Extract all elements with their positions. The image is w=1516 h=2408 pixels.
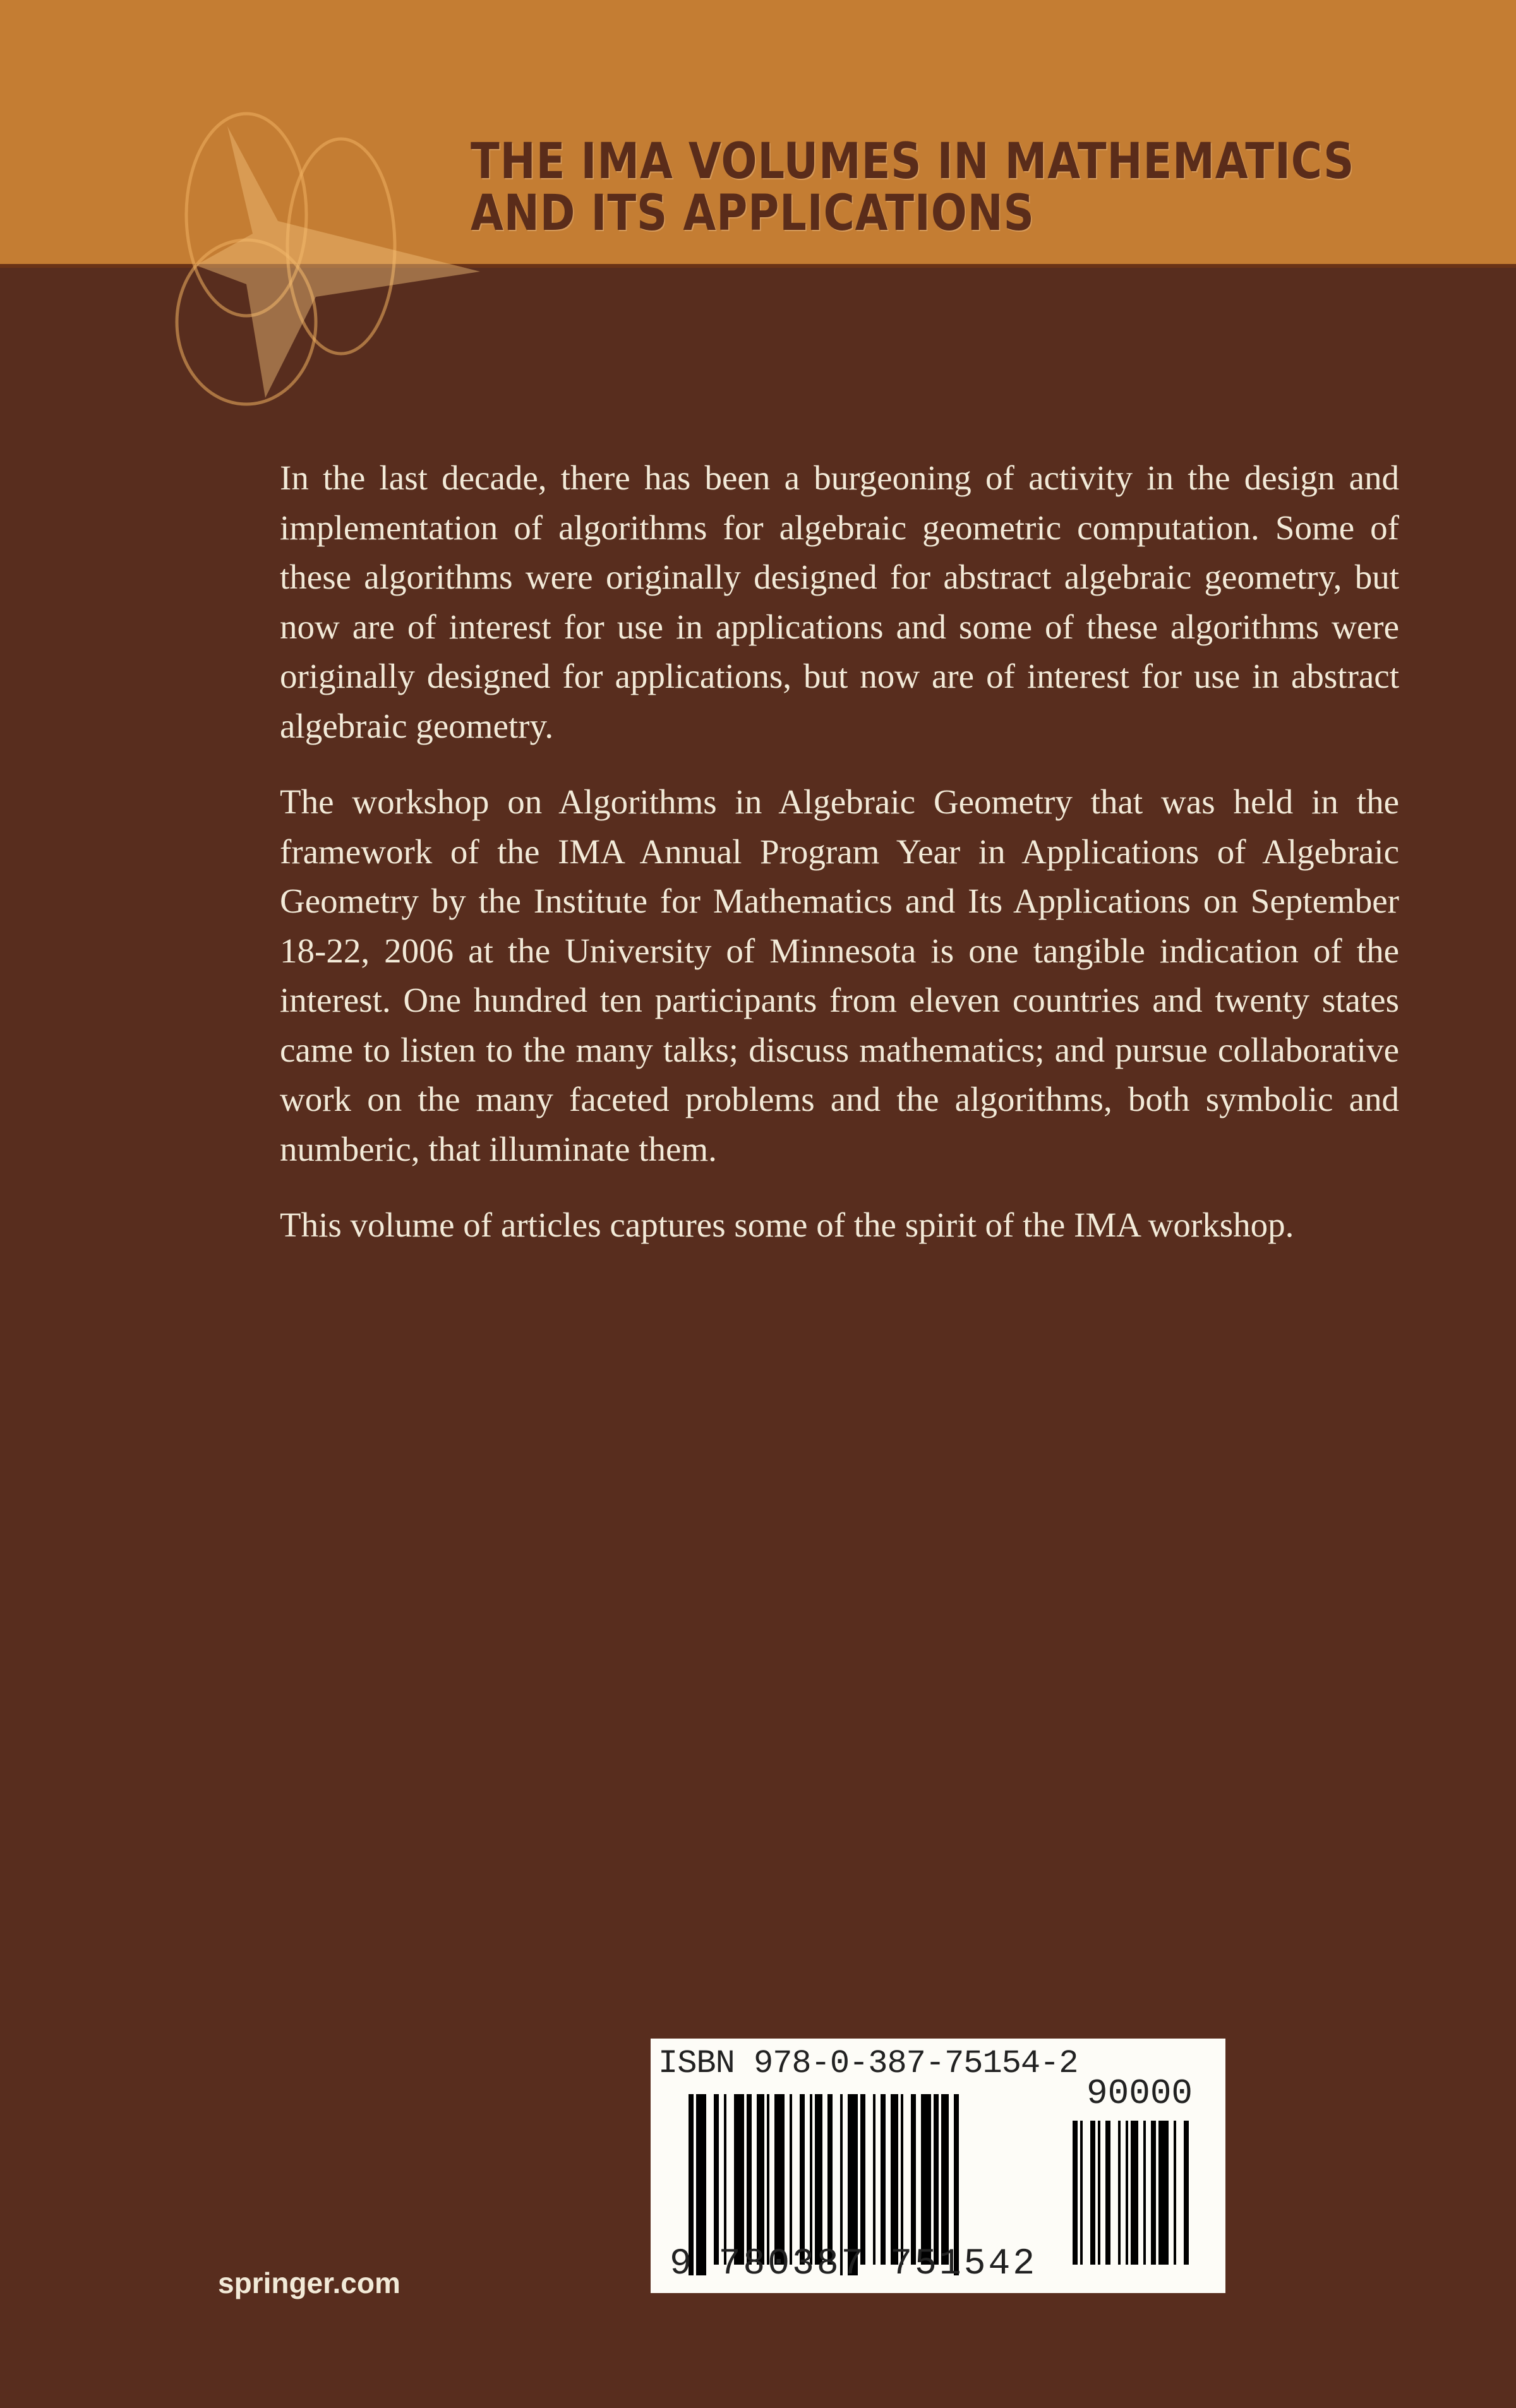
isbn-barcode [651,2039,1225,2293]
barcode-bar [734,2094,744,2265]
barcode-bar [767,2094,769,2265]
barcode-bar [921,2094,931,2265]
barcode-bar [747,2094,752,2265]
barcode-bar [1131,2121,1138,2265]
barcode-bar [891,2094,898,2265]
barcode-bar [1073,2121,1078,2265]
description-paragraph: The workshop on Algorithms in Algebraic Geometry that was held in the framework of the IMA Annual Program Year in Applications of Algebraic Geometry by the Institute for Mathematics and Its Applications on September 18-22, 2006 at the University of Minnesota is one tangible indication of the interest. One hundred ten participants from eleven countries and twenty states came to listen to the many talks; discuss mathematics; and pursue collaborative work on the many faceted problems and the algorithms, both symbolic and numberic, that illuminate them. [280,782,1399,1168]
barcode-bar [1174,2121,1176,2265]
barcode-bar [1126,2121,1128,2265]
barcode-bar [714,2094,719,2265]
barcode-bar [1105,2121,1110,2265]
barcode-bar [1118,2121,1121,2265]
barcode-bar [873,2094,875,2265]
barcode-bar [810,2094,812,2265]
barcode-bar [800,2094,805,2265]
barcode-bar [860,2094,865,2265]
barcode-bar [941,2094,949,2265]
isbn-label: ISBN 978-0-387-75154-2 [658,2045,1078,2082]
barcode-bar [1151,2121,1156,2265]
barcode-bar [1090,2121,1095,2265]
ima-logo-icon [152,107,493,410]
barcode-bar [815,2094,822,2265]
barcode-bar [1098,2121,1100,2265]
barcode-bar [1158,2121,1169,2265]
barcode-bar [757,2094,764,2265]
barcode-bar [1143,2121,1146,2265]
barcode-bar [774,2094,785,2265]
barcode-bar [934,2094,939,2265]
description-paragraph: In the last decade, there has been a burgeoning of activity in the design and implementation of algorithms for algebraic geometric computation. Some of these algorithms were originally designed for abstract algebraic geometry, but now are of interest for use in applications and some of these algorithms were originally designed for applications, but now are of interest for use in abstract algebraic geometry. [280,458,1399,745]
series-title [471,133,1355,242]
barcode-bar [881,2094,886,2265]
barcode-bar [827,2094,833,2265]
barcode-digits: 9 780387 751542 [670,2244,1038,2285]
barcode-bar [901,2094,903,2265]
barcode-bar [1080,2121,1083,2265]
description-paragraph: This volume of articles captures some of the spirit of the IMA workshop. [280,1206,1294,1244]
barcode-bar [911,2094,916,2265]
publisher-url: springer.com [218,2267,400,2299]
barcode-bar [724,2094,726,2265]
series-title-line2: AND ITS APPLICATIONS [471,185,1035,242]
price-addon-number: 90000 [1086,2073,1193,2114]
series-title-line1: THE IMA VOLUMES IN MATHEMATICS [471,133,1355,190]
back-cover-description [280,453,1399,1277]
barcode-bar [790,2094,792,2265]
barcode-bar [1184,2121,1189,2265]
